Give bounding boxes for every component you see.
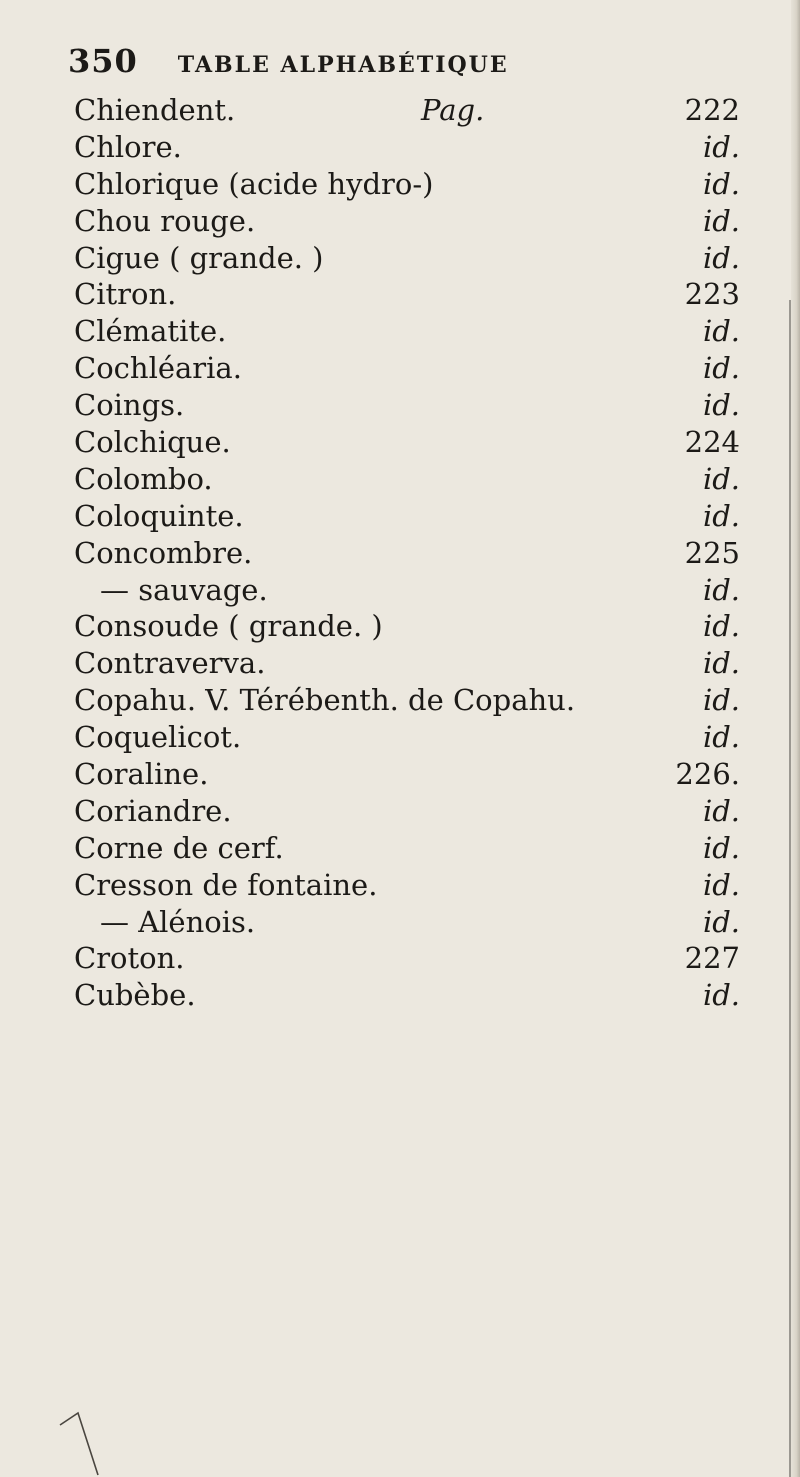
entry-page-ref: id. bbox=[702, 240, 740, 275]
index-entry bbox=[74, 977, 774, 1014]
entry-page-ref: id. bbox=[702, 609, 740, 644]
page-edge-shadow bbox=[789, 300, 791, 1477]
entry-term: Colchique. bbox=[74, 425, 231, 460]
entry-page-ref: 223 bbox=[684, 277, 740, 312]
entry-page-ref: 226. bbox=[675, 757, 740, 792]
index-entry bbox=[74, 830, 774, 867]
entry-page-ref: id. bbox=[702, 867, 740, 902]
entry-term: Coriandre. bbox=[74, 793, 232, 828]
entry-term: Copahu. V. Térébenth. de Copahu. bbox=[74, 683, 576, 718]
entry-page-ref: id. bbox=[702, 314, 740, 349]
entry-page-ref: 222 bbox=[684, 93, 740, 127]
entry-page-ref: id. bbox=[702, 646, 740, 681]
entry-term: Coloquinte. bbox=[74, 498, 244, 533]
index-entry bbox=[74, 867, 774, 904]
entry-page-ref: id. bbox=[702, 572, 740, 607]
index-entry bbox=[74, 904, 774, 941]
entry-term: Coquelicot. bbox=[74, 720, 242, 755]
entry-page-ref: 224 bbox=[684, 425, 740, 460]
index-entry bbox=[74, 424, 774, 461]
index-entry bbox=[74, 350, 774, 387]
page-column-label: Pag. bbox=[421, 93, 485, 127]
entry-term: Chlore. bbox=[74, 129, 182, 164]
index-entry bbox=[74, 682, 774, 719]
index-entry bbox=[74, 645, 774, 682]
index-entry bbox=[74, 498, 774, 535]
entry-page-ref: id. bbox=[702, 498, 740, 533]
index-entry bbox=[74, 608, 774, 645]
index-entry bbox=[74, 940, 774, 977]
entry-page-ref: 225 bbox=[684, 535, 740, 570]
index-entry bbox=[74, 756, 774, 793]
index-entry bbox=[74, 719, 774, 756]
index-entry bbox=[74, 387, 774, 424]
entry-term: — Alénois. bbox=[100, 904, 256, 939]
page-header bbox=[68, 42, 509, 82]
index-entry bbox=[74, 276, 774, 313]
entry-term: Concombre. bbox=[74, 535, 253, 570]
entry-term: Coings. bbox=[74, 388, 185, 423]
entry-term: Cochléaria. bbox=[74, 351, 242, 386]
index-entry bbox=[74, 535, 774, 572]
entry-term: Corne de cerf. bbox=[74, 830, 284, 865]
entry-page-ref: id. bbox=[702, 461, 740, 496]
page-title: TABLE ALPHABÉTIQUE bbox=[177, 52, 509, 78]
entry-page-ref: id. bbox=[702, 683, 740, 718]
entry-page-ref: id. bbox=[702, 720, 740, 755]
entry-page-ref: id. bbox=[702, 166, 740, 201]
index-entry bbox=[74, 240, 774, 277]
entry-term: Coraline. bbox=[74, 757, 209, 792]
entry-term: Consoude ( grande. ) bbox=[74, 609, 383, 644]
index-entry bbox=[74, 793, 774, 830]
entry-page-ref: id. bbox=[702, 904, 740, 939]
entry-term: Cresson de fontaine. bbox=[74, 867, 378, 902]
entry-page-ref: id. bbox=[702, 351, 740, 386]
page-edge bbox=[791, 0, 800, 1477]
entry-term: Cigue ( grande. ) bbox=[74, 240, 324, 275]
index-entry bbox=[74, 572, 774, 609]
index-entry bbox=[74, 92, 774, 129]
entry-term: Chiendent. bbox=[74, 93, 236, 127]
entry-term: Chlorique (acide hydro-) bbox=[74, 166, 434, 201]
entry-page-ref: id. bbox=[702, 978, 740, 1013]
pencil-mark bbox=[58, 1395, 128, 1477]
entry-term: — sauvage. bbox=[100, 572, 268, 607]
entry-term: Chou rouge. bbox=[74, 203, 256, 238]
entry-page-ref: id. bbox=[702, 830, 740, 865]
entry-term: Croton. bbox=[74, 941, 185, 976]
entry-page-ref: id. bbox=[702, 129, 740, 164]
index-entry bbox=[74, 313, 774, 350]
entry-page-ref: id. bbox=[702, 388, 740, 423]
entry-page-ref: 227 bbox=[684, 941, 740, 976]
index-entry bbox=[74, 166, 774, 203]
entry-term: Clématite. bbox=[74, 314, 227, 349]
index-entry bbox=[74, 203, 774, 240]
entry-page-ref: id. bbox=[702, 793, 740, 828]
entry-term: Cubèbe. bbox=[74, 978, 196, 1013]
entry-term: Colombo. bbox=[74, 461, 213, 496]
index-entries bbox=[74, 92, 774, 1014]
page-number: 350 bbox=[68, 42, 138, 80]
entry-page-ref: id. bbox=[702, 203, 740, 238]
entry-term: Citron. bbox=[74, 277, 177, 312]
index-entry bbox=[74, 129, 774, 166]
index-entry bbox=[74, 461, 774, 498]
entry-term: Contraverva. bbox=[74, 646, 266, 681]
